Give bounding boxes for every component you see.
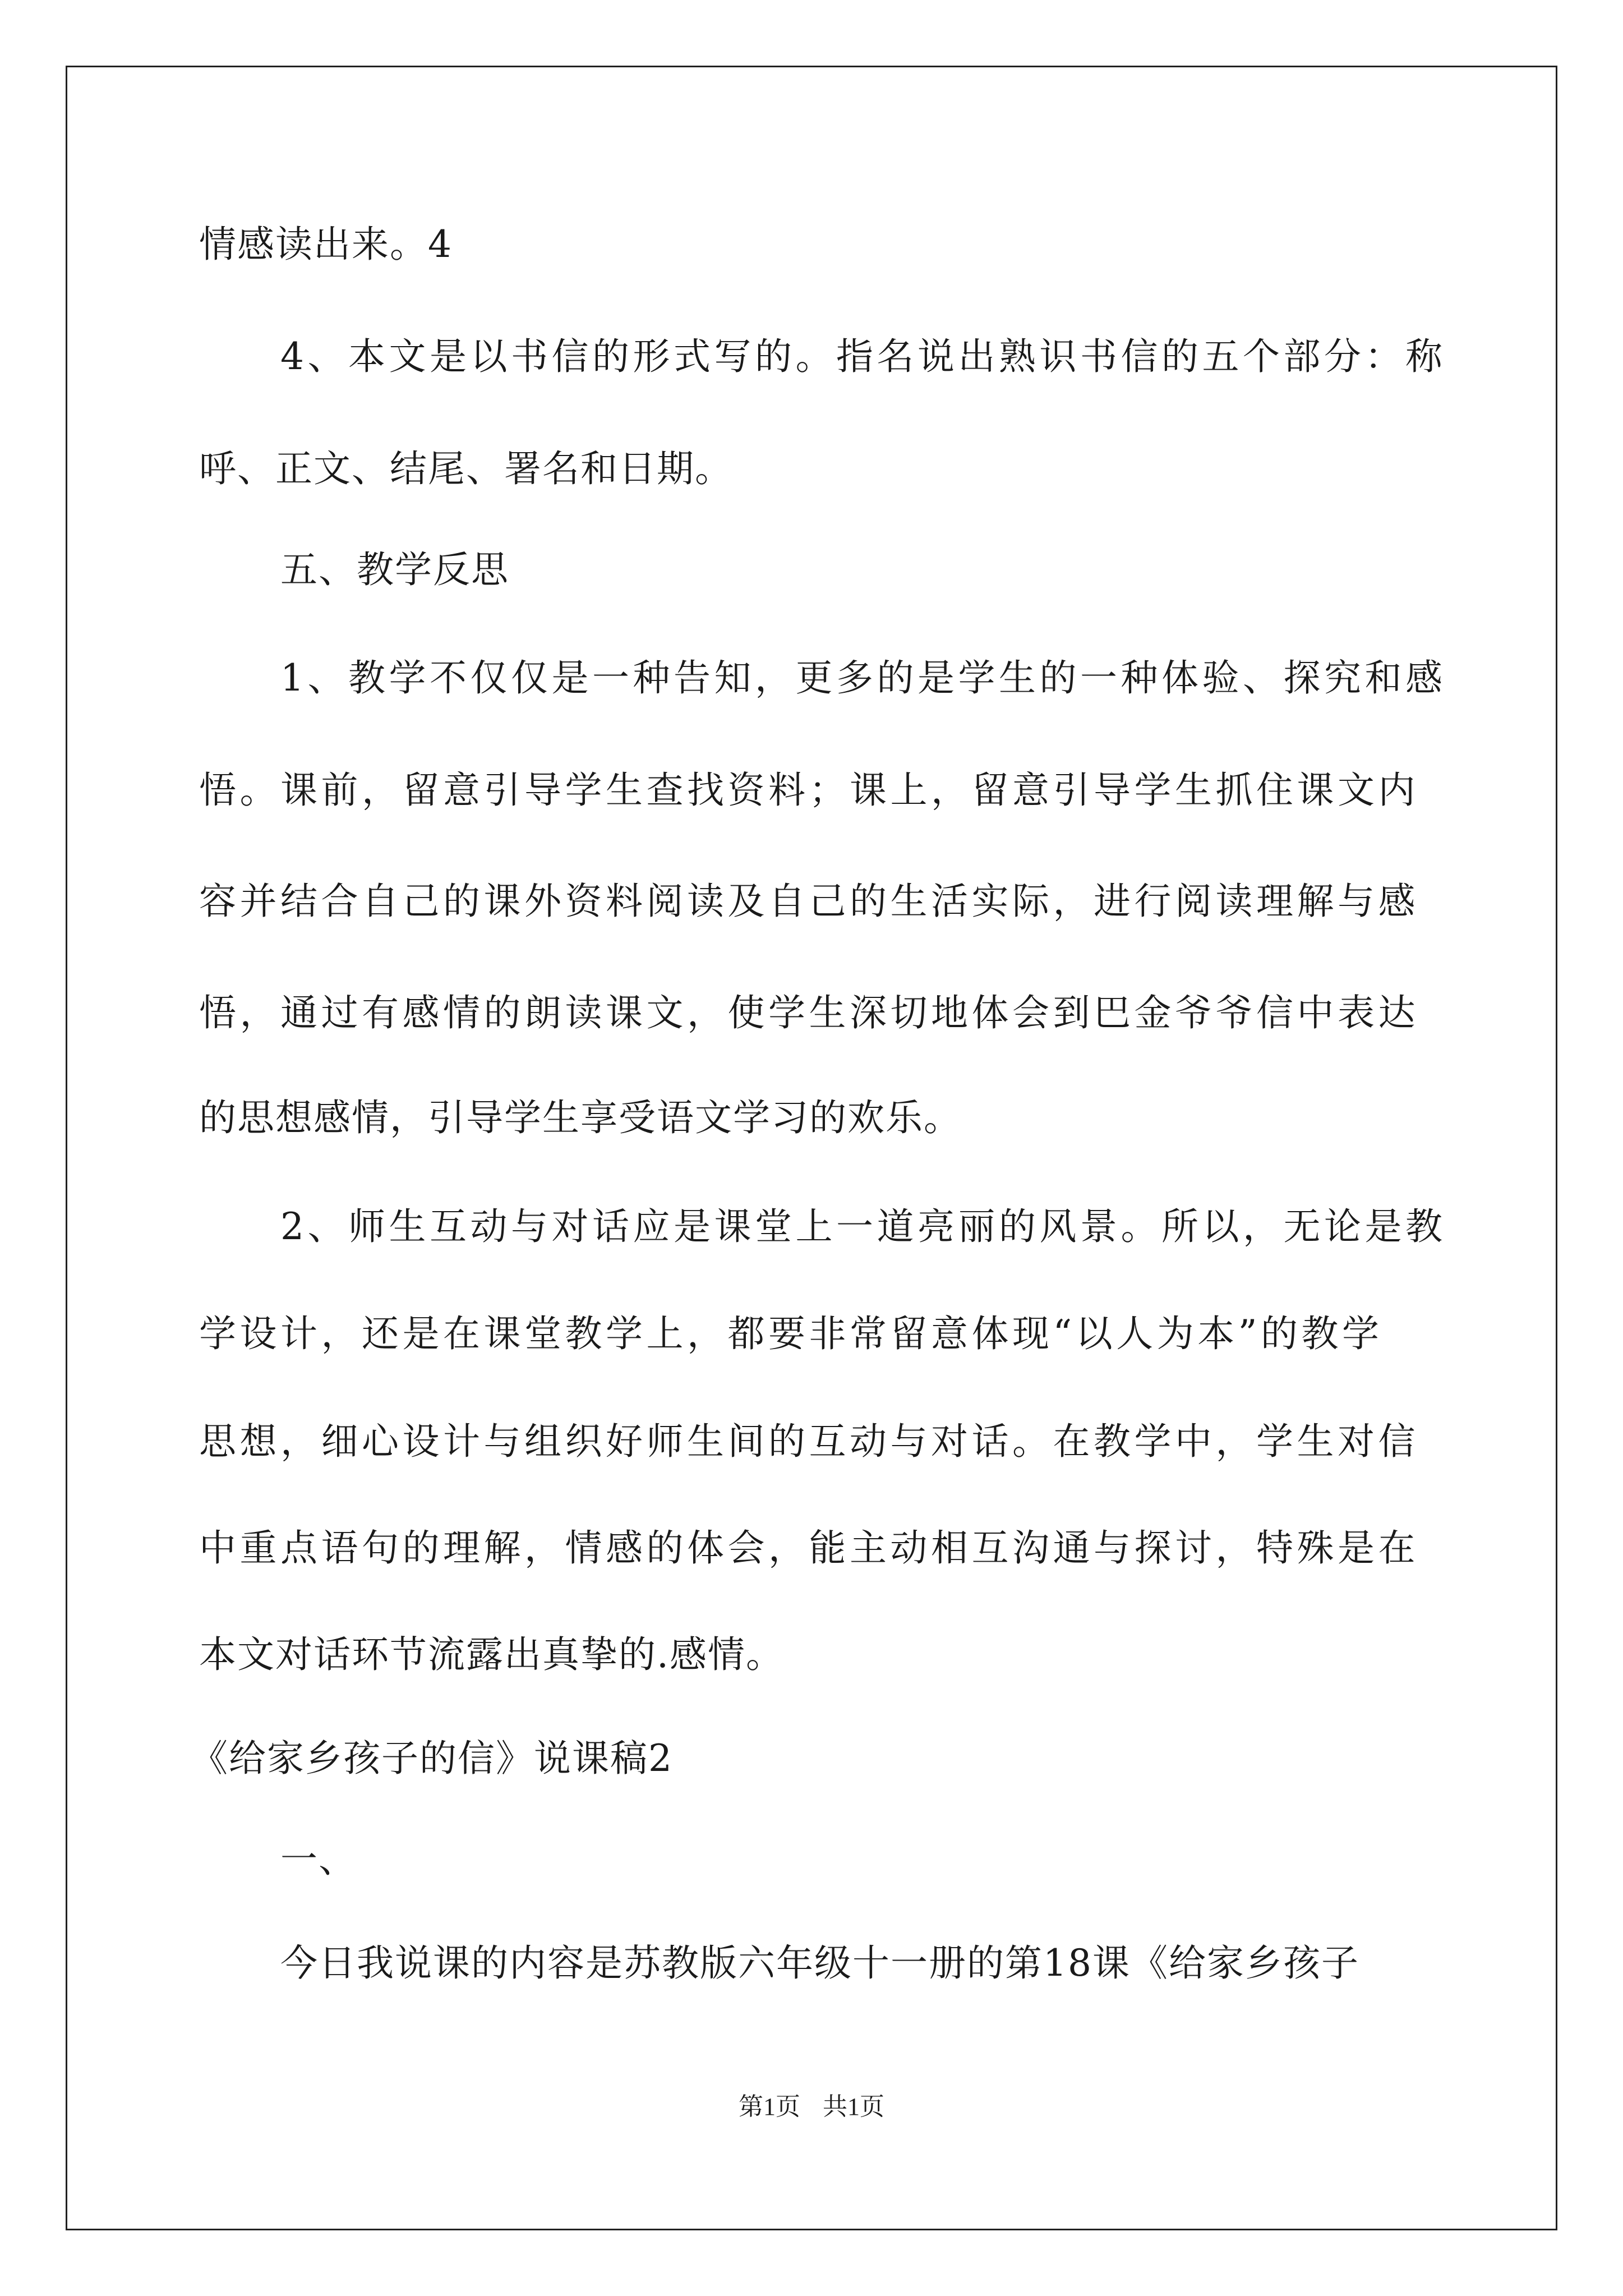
text-line-8: 悟，通过有感情的朗读课文，使学生深切地体会到巴金爷爷信中表达 xyxy=(199,991,1419,1034)
text-line-10: 2、师生互动与对话应是课堂上一道亮丽的风景。所以，无论是教 xyxy=(280,1205,1446,1248)
section-heading-lecture-2: 《给家乡孩子的信》说课稿2 xyxy=(191,1737,673,1780)
page-footer xyxy=(0,2091,1623,2123)
page-border xyxy=(66,66,1557,2230)
page-number: 第1页 xyxy=(739,2093,800,2120)
section-heading-one: 一、 xyxy=(280,1838,357,1881)
text-line-9: 的思想感情，引导学生享受语文学习的欢乐。 xyxy=(199,1096,962,1139)
text-line-1: 情感读出来。4 xyxy=(199,223,453,266)
text-line-17: 今日我说课的内容是苏教版六年级十一册的第18课《给家乡孩子 xyxy=(280,1941,1359,1985)
text-line-2: 4、本文是以书信的形式写的。指名说出熟识书信的五个部分：称 xyxy=(280,335,1446,378)
text-line-6: 悟。课前，留意引导学生查找资料；课上，留意引导学生抓住课文内 xyxy=(199,769,1419,812)
text-line-12: 思想，细心设计与组织好师生间的互动与对话。在教学中，学生对信 xyxy=(199,1420,1419,1463)
text-line-11: 学设计，还是在课堂教学上，都要非常留意体现“以人为本”的教学 xyxy=(199,1312,1383,1355)
text-line-7: 容并结合自己的课外资料阅读及自己的生活实际，进行阅读理解与感 xyxy=(199,880,1419,923)
text-line-14: 本文对话环节流露出真挚的.感情。 xyxy=(199,1633,784,1676)
text-line-13: 中重点语句的理解，情感的体会，能主动相互沟通与探讨，特殊是在 xyxy=(199,1526,1419,1570)
section-heading-reflection: 五、教学反思 xyxy=(280,548,509,591)
text-line-3: 呼、正文、结尾、署名和日期。 xyxy=(199,447,733,490)
page-total: 共1页 xyxy=(823,2093,884,2120)
text-line-5: 1、教学不仅仅是一种告知，更多的是学生的一种体验、探究和感 xyxy=(280,656,1446,700)
